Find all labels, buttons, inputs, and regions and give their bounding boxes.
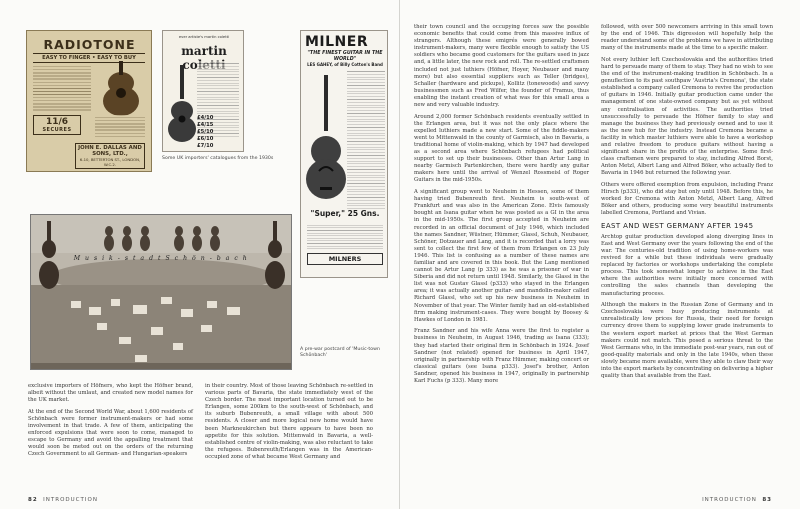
guitar-illustration-icon — [97, 61, 145, 117]
radiotone-body-text — [33, 64, 91, 112]
paragraph: Not every luthier left Czechoslovakia and the authorities tried hard to persuade many of them to stay. They had no wish to see the end of the instrument-making tradition in Schönbach. In a genuflection to its past southpaw 'Austria's Cremona', the state established a company called Cremona to revive the production of guitars in 1946. Initially guitar production came under the management of one state-owned company but as yet without any centralisation of activities. The authorities tried unsuccessfully to persuade the Höfner family to stay and manage the business they had previously owned and to use it as the new hub for the industry. Instead Cremona became a facility in which master luthiers were able to have a workshop and relative freedom to produce guitars without having a significant share in the profits of the enterprise. Some first-class craftsmen were prepared to stay, including Alfred Borst, Anton Metzl, Albert Lang and Alfred Böker, who actually fled to Bavaria in 1946 but returned the following year. — [601, 56, 773, 177]
coletti-small-print: ever artiste's martin coletti — [178, 35, 230, 39]
coletti-price: £4/10 — [197, 115, 214, 121]
milner-title: MILNER — [305, 34, 369, 50]
milner-subtitle — [305, 51, 385, 67]
section-heading: EAST AND WEST GERMANY AFTER 1945 — [601, 222, 754, 231]
paragraph: Franz Sandner and his wife Anna were the first to register a business in Neuheim, in August 1946, trading as Isana (333); they had started their original firm in Schönbach in 1924. Josef Sandner (not related) opened for business in April 1947, originally in partnership with Franz Hümmer, making concert or classical guitars (see Isana p333). Josef's brother, Anton Sandner, opened his business in 1947, originally in partnership Karl Fuchs (p 333). Many more — [414, 328, 589, 384]
radiotone-price-value: 11/6 — [45, 117, 69, 127]
radiotone-dealer — [75, 143, 145, 169]
postcard-caption: A pre-war postcard of 'Music-town Schönbach' — [300, 347, 380, 358]
paragraph: in their country. Most of those leaving Schönbach re-settled in various parts of Bavaria, the state immediately west of the Czech border. The most important location turned out to be Erlangen, some 200km to the south-west of Schönbach, and its suburb Bubenreuth, a small village with about 500 residents. A closer and more logical new home would have been Markneukirchen but there appears to have been no appetite for this solution. Mittenwald in Bavaria, a well-established centre of violin-making, was also reluctant to take the refugees. Bubenreuth/Erlangen was in the American-occupied zone of what became West Germany and — [205, 383, 373, 460]
radiotone-ad — [26, 30, 152, 172]
milner-slogan: "THE FINEST GUITAR IN THE WORLD" — [307, 51, 383, 62]
paragraph: Although the makers in the Russian Zone of Germany and in Czechoslovakia were busy producing instruments at unrealistically low prices for Russia, their need for foreign currency drove them to supplying lower grade instruments to the western export market at prices that the West German makers could not match. This posed a serious threat to the West Germans who, in the immediate post-war years, ran out of good-quality materials and only in the late 1940s, when these slowly became more available, were they able to claw their way into the export markets by concentrating on delivering a higher quality than that available from the East. — [601, 302, 773, 380]
schonbach-postcard — [30, 214, 292, 370]
milner-ad — [300, 30, 388, 278]
left-column-1 — [28, 383, 193, 463]
paragraph: Around 2,000 former Schönbach residents eventually settled in the Erlangen area, but it was not the only place where the expelled luthiers made a new start. Some of the fiddle-makers went to Mittenwald in the county of Garmisch, also in Bavaria, a traditional home of violin-making, which by 1947 had developed as a second area where Schönbach refugees had political support to set up their businesses. Other than Artur Lang in nearby Garmisch Partenkirchen, there were hardly any guitar makers here until the arrival of Wenzel Rossmeisl of Roger Guitars in the mid-1950s. — [414, 113, 589, 184]
milner-dealer: MILNERS — [307, 253, 383, 265]
right-column-2 — [601, 24, 773, 385]
milner-model-list — [307, 223, 383, 251]
paragraph: Archtop guitar production developed along diverging lines in East and West Germany over the years following the end of the war. The centuries-old tradition of using home-workers was revived for a while but these individuals were gradually replaced by factories or workshops undertaking the complete process. This took somewhat longer to achieve in the East where the authorities were initially more concerned with controlling the sales channels than developing the manufacturing process. — [601, 233, 773, 297]
coletti-price: £4/15 — [197, 122, 214, 129]
radiotone-title: RADIOTONE — [43, 37, 136, 52]
right-column-1 — [414, 24, 589, 390]
milner-price: "Super," 25 Gns. — [310, 209, 380, 218]
radiotone-subtitle: EASY TO FINGER • EASY TO BUY — [33, 53, 145, 63]
radiotone-terms-text — [95, 115, 145, 137]
running-head: INTRODUCTION — [43, 497, 98, 503]
coletti-price: £7/10 — [197, 143, 214, 150]
coletti-ad — [162, 30, 244, 152]
guitar-illustration-icon — [167, 65, 197, 145]
running-head: INTRODUCTION — [702, 497, 757, 503]
page-number: 83 — [762, 497, 772, 503]
milner-body-text — [347, 69, 385, 209]
right-page — [400, 0, 800, 509]
coletti-price: £5/10 — [197, 129, 214, 136]
radiotone-price — [33, 115, 81, 135]
radiotone-price-label: SECURES — [42, 127, 72, 133]
radiotone-dealer-name: JOHN E. DALLAS AND SONS, LTD., — [78, 145, 142, 158]
coletti-name: martin — [181, 44, 227, 58]
postcard-motto: M u s i k - s t a d t S c h ö n - b a c h — [73, 255, 249, 262]
coletti-price: £6/10 — [197, 136, 214, 143]
paragraph: followed, with over 500 newcomers arriving in this small town by the end of 1946. This digression will hopefully help the reader understand some of the problems we have in attributing many of the instruments made at the time to a specific maker. — [601, 24, 773, 52]
guitar-illustration-icon — [305, 75, 347, 207]
catalogues-caption: Some UK importers' catalogues from the 1930s — [162, 156, 274, 161]
paragraph: A significant group went to Neuheim in Hessen, some of them having tried Bubenreuth first. Neuheim is south-west of Frankfurt and was also in the American Zone. Elvis famously bought an Isana guitar when he was posted as a GI in the area in the mid-1950s. The first group accepted in Neuheim are recorded in an official document of July 1946, which included the names Sandner, Wüstner, Hümmer, Glassl, Schuh, Neubauer, Schöner, Dotzauer and Lang, and it is recorded that a lorry was sent to collect the first few of them from Erlangen on 23 July 1946. This list is confusing as a number of these names are familiar and are covered in this book. But the Lang mentioned cannot be Artur Lang (p 333) as he was a prisoner of war in Siberia and did not return until 1948. Similarly, the Glassl in the list was not Gustav Glassl (p333) who stayed in the Erlangen area; it was actually another guitar- and mandolin-maker called Richard Glassl, who set up his new business in Neuheim in November of that year. The Winter family had an old-established firm making instrument-cases. They were bought by Boosey & Hawkes of London in 1981. — [414, 189, 589, 323]
milner-byline: LES GAHEY, of Billy Cotton's Band — [307, 61, 383, 67]
radiotone-dealer-address: 6-10, BETTERTON ST., LONDON, W.C.2. — [79, 156, 141, 167]
paragraph: At the end of the Second World War, about 1,600 residents of Schönbach were former instrument-makers or had some involvement in that trade. A few of them, anticipating the enforced expulsions that were soon to come, managed to escape to Germany and avoid the appalling treatment that would soon be meted out on the orders of the returning Czech Government to all German- and Hungarian-speakers — [28, 408, 193, 458]
left-folio — [28, 497, 98, 503]
coletti-prices — [197, 115, 239, 150]
left-column-2 — [205, 383, 373, 466]
paragraph: their town council and the occupying forces saw the possible economic benefits that could come from this massive influx of strangers. Although these emigrés were generally bowed instrument-makers, many were flexible enough to satisfy the US soldiers who became good customers for the guitars used in jazz and, a little later, the new rock and roll. The re-settled craftsmen included not just luthiers (Höfner, Hoyer, Neubauer and many more) but also essential suppliers such as Teller (bridges), Schaller (hardware and pickups), Kollitz (tonewoods) and savvy businessmen such as Fred Wilfer, the founder of Framus, thus enabling the instant creation of what was for this small area a new and very valuable industry. — [414, 24, 589, 109]
right-folio — [702, 497, 772, 503]
page-number: 82 — [28, 497, 38, 503]
postcard-illustration — [31, 215, 292, 370]
paragraph: exclusive importers of Höfners, who kept the Höfner brand, albeit without the umlaut, and created new model names for the UK market. — [28, 383, 193, 404]
paragraph: Others were offered exemption from expulsion, including Franz Hirsch (p333), who did stay but only until 1948. Before this, he worked for Cremona with Anton Metzl, Albert Lang, Alfred Böker and others, producing some very beautiful instruments labelled Cremona, Portland and Vivian. — [601, 181, 773, 217]
